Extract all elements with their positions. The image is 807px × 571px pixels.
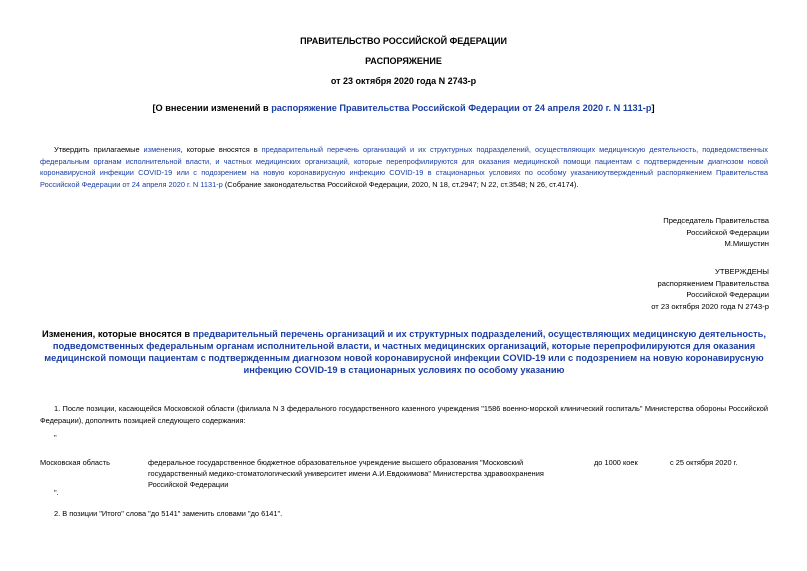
approved-line-2: распоряжением Правительства: [657, 278, 769, 288]
base-order-link[interactable]: распоряжение Правительства Российской Федерации от 24 апреля 2020 г. N 1131-р: [271, 103, 652, 113]
doc-date-number: от 23 октября 2020 года N 2743-р: [330, 76, 477, 86]
signature-line-2: Российской Федерации: [686, 227, 769, 237]
doc-heading-close: ]: [651, 103, 655, 113]
hospital-list-link[interactable]: предварительный перечень организаций и их структурных подразделений, осуществляющих медицинскую деятельность, подведомственных федеральным органам исполнительной власти, и частных медицинских организаций, которые перепрофилируются для оказания медицинской помощи пациентам с подтвержденным диагнозом новой коронавирусной инфекции COVID-19 или с подозрением на новую коронавирусную инфекцию COVID-19 в стационарных условиях по особому указанию: [40, 145, 768, 177]
intro-text-1: Утвердить прилагаемые: [54, 145, 144, 154]
changes-heading: [40, 328, 768, 376]
row-date: с 25 октября 2020 г.: [670, 458, 738, 467]
row-beds: до 1000 коек: [594, 458, 638, 467]
signature-line-1: Председатель Правительства: [663, 216, 769, 225]
quote-open: ": [54, 433, 57, 442]
changes-link[interactable]: изменения: [143, 145, 181, 154]
approved-line-1: УТВЕРЖДЕНЫ: [715, 267, 769, 276]
item-1: 1. После позиции, касающейся Московской области (филиала N 3 федерального государственного казенного учреждения "1586 военно-морской клинический госпиталь" Министерства обороны Российской Федерации), дополнить позицией следующего содержания:: [40, 404, 768, 425]
intro-text-3: (Собрание законодательства Российской Федерации, 2020, N 18, ст.2947; N 22, ст.3548; N 26, ст.4174).: [222, 179, 579, 189]
signature-line-3: М.Мишустин: [724, 239, 769, 248]
changes-heading-link[interactable]: предварительный перечень организаций и их структурных подразделений, осуществляющих медицинскую деятельность, подведомственных федеральным органам исполнительной власти, и частных медицинских организаций, которые перепрофилируются для оказания медицинской помощи пациентам с подтвержденным диагнозом новой коронавирусной инфекции COVID-19 или с подозрением на новую коронавирусную инфекцию COVID-19 в стационарных условиях по особому указанию: [44, 329, 766, 375]
row-region: Московская область: [40, 458, 110, 467]
org-title: ПРАВИТЕЛЬСТВО РОССИЙСКОЙ ФЕДЕРАЦИИ: [300, 36, 507, 46]
quote-close: ".: [54, 488, 59, 497]
doc-type: РАСПОРЯЖЕНИЕ: [365, 56, 442, 66]
intro-text-2: , которые вносятся в: [180, 145, 262, 154]
changes-heading-text: Изменения, которые вносятся в: [42, 329, 193, 339]
doc-heading: [0, 103, 807, 114]
approving-order-link[interactable]: утвержденный распоряжением Правительства Российской Федерации от 24 апреля 2020 г. N 1131-р: [40, 168, 769, 189]
item-2: 2. В позиции "Итого" слова "до 5141" заменить словами "до 6141".: [54, 509, 283, 518]
doc-heading-open: [О внесении изменений в: [152, 103, 272, 113]
approved-line-3: Российской Федерации: [686, 290, 769, 299]
intro-paragraph: [40, 144, 768, 190]
approved-block: [651, 266, 769, 312]
approved-line-4: от 23 октября 2020 года N 2743-р: [651, 301, 769, 311]
row-organization: федеральное государственное бюджетное образовательное учреждение высшего образования "Московский государственный медико-стоматологический университет имени А.И.Евдокимова" Министерства здравоохранения Российской Федерации: [148, 458, 544, 489]
signature-block: [663, 215, 769, 250]
